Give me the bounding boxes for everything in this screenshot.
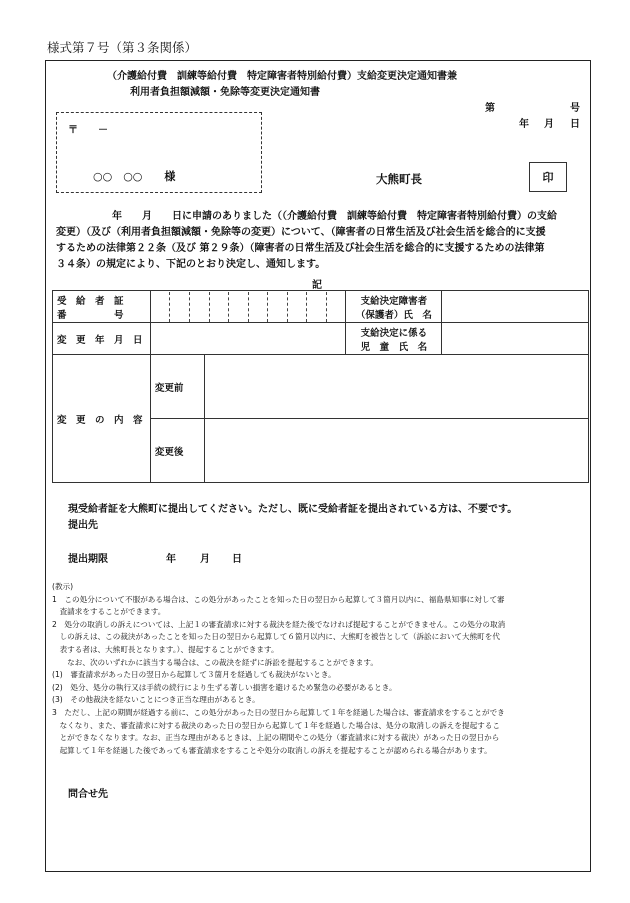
- date-month: 月: [544, 119, 554, 130]
- after-field[interactable]: [204, 419, 588, 483]
- body-line3: するための法律第２２条（及び 第２９条）（障害者の日常生活及び社会生活を総合的に支援するための法律第: [56, 243, 545, 254]
- body-line1: 年 月 日に申請のありました（（介護給付費 訓練等給付費 特定障害者特別給付費）の支給: [112, 211, 557, 222]
- submit-notice: 現受給者証を大熊町に提出してください。ただし、既に受給者証を提出されている方は、不要です。: [68, 504, 518, 515]
- submit-destination-label: 提出先: [68, 520, 98, 531]
- kyoji-line: 起算して１年を経過した後であっても審査請求をすることや処分の取消しの訴えを提起することが認められる場合があります。: [52, 745, 492, 755]
- deadline-month: 月: [200, 554, 210, 565]
- body-line4: ３４条）の規定により、下記のとおり決定し、通知します。: [56, 259, 326, 270]
- before-field[interactable]: [204, 355, 588, 419]
- seal-box: 印: [529, 162, 567, 192]
- change-content-label: 変 更 の 内 容: [53, 355, 151, 483]
- deadline-label: 提出期限: [68, 554, 108, 565]
- postal-code: 〒 －: [68, 125, 108, 136]
- deadline-day: 日: [232, 554, 242, 565]
- kyoji-line: 3 ただし、上記の期間が経過する前に、この処分があった日の翌日から起算して１年を経過した場合は、審査請求をすることができ: [52, 707, 505, 717]
- cert-number-label: 受 給 者 証 番 号: [53, 291, 151, 323]
- kyoji-header: (教示): [52, 582, 74, 591]
- kyoji-line: (2) 処分、処分の執行又は手続の続行により生ずる著しい損害を避けるため緊急の必要があるとき。: [52, 682, 397, 692]
- issuer-name: 大熊町長: [376, 172, 422, 186]
- kyoji-line: (1) 審査請求があった日の翌日から起算して３箇月を経過しても裁決がないとき。: [52, 670, 336, 680]
- date-year: 年: [519, 119, 529, 130]
- recipient-name: ○○ ○○ 様: [93, 170, 176, 183]
- after-label: 変更後: [150, 419, 204, 483]
- kyoji-line: 表する者は、大熊町長となります。）、提起することができます。: [52, 644, 279, 654]
- ki-label: 記: [312, 280, 322, 291]
- child-name-label: 支給決定に係る 児 童 氏 名: [346, 323, 442, 355]
- doc-number-prefix: 第: [485, 103, 495, 114]
- child-name-field[interactable]: [442, 323, 589, 355]
- kyoji-line: 1 この処分について不服がある場合は、この処分があったことを知った日の翌日から起算して３箇月以内に、福島県知事に対して審: [52, 594, 505, 604]
- kyoji-section: [52, 581, 590, 757]
- recipient-label: 支給決定障害者 （保護者）氏 名: [346, 291, 442, 323]
- change-date-field[interactable]: [150, 323, 346, 355]
- deadline-year: 年: [166, 554, 176, 565]
- kyoji-line: なお、次のいずれかに該当する場合は、この裁決を経ずに訴訟を提起することができます。: [52, 657, 378, 667]
- kyoji-line: なくなり、また、審査請求に対する裁決のあった日の翌日から起算して１年を経過した場合は、処分の取消しの訴えを提起するこ: [52, 720, 500, 730]
- date-day: 日: [570, 119, 580, 130]
- inquiry-label: 問合せ先: [68, 789, 108, 800]
- change-table: [52, 290, 589, 483]
- cert-number-field[interactable]: [150, 291, 346, 323]
- body-line2: 変更）（及び（利用者負担額減額・免除等の変更）について、（障害者の日常生活及び社会生活を総合的に支援: [56, 227, 546, 238]
- kyoji-line: とができなくなります。なお、正当な理由があるときは、上記の期間やこの処分（審査請求に対する裁決）があった日の翌日から: [52, 733, 500, 743]
- recipient-name-field[interactable]: [442, 291, 589, 323]
- notice-body: [56, 209, 584, 273]
- kyoji-line: (3) その他裁決を経ないことにつき正当な理由があるとき。: [52, 695, 260, 705]
- kyoji-line: 査請求をすることができます。: [52, 607, 166, 617]
- before-label: 変更前: [150, 355, 204, 419]
- change-date-label: 変 更 年 月 日: [53, 323, 151, 355]
- notice-title-line2: 利用者負担額減額・免除等変更決定通知書: [130, 87, 320, 98]
- kyoji-line: しの訴えは、この裁決があったことを知った日の翌日から起算して６箇月以内に、大熊町を被告として（訴訟において大熊町を代: [52, 632, 500, 642]
- form-number-label: 様式第７号（第３条関係）: [47, 40, 198, 55]
- doc-number-suffix: 号: [570, 103, 580, 114]
- notice-title-line1: （介護給付費 訓練等給付費 特定障害者特別給付費）支給変更決定通知書兼: [107, 71, 457, 82]
- kyoji-line: 2 処分の取消しの訴えについては、上記１の審査請求に対する裁決を経た後でなければ提起することができません。この処分の取消: [52, 619, 506, 629]
